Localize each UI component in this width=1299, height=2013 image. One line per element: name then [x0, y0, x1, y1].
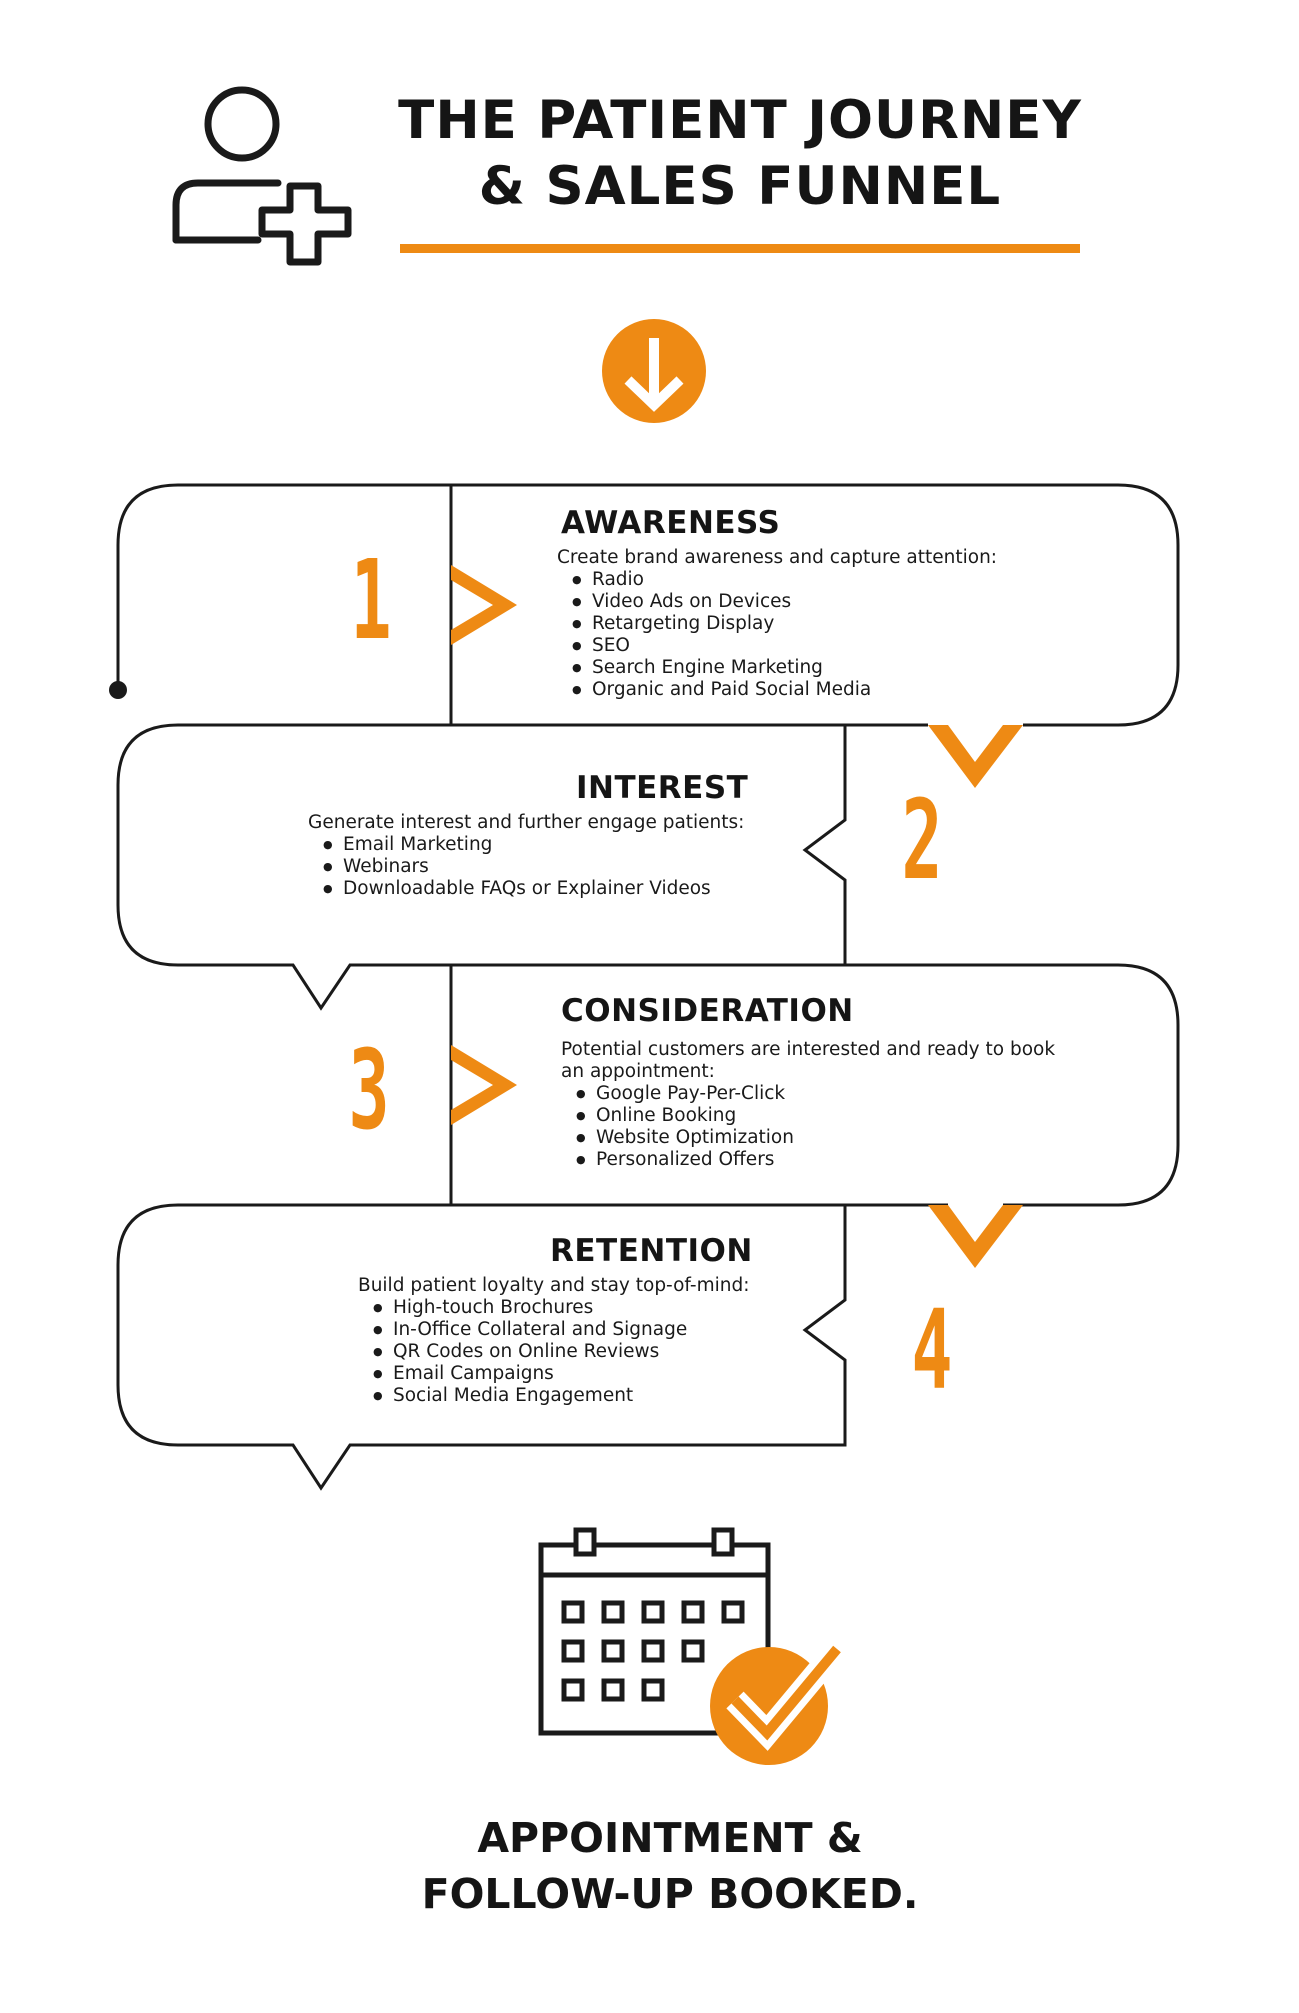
stage-title: AWARENESS — [561, 505, 781, 541]
patient-add-icon — [176, 90, 348, 262]
list-item: ● Social Media Engagement — [373, 1385, 753, 1407]
stage-list — [557, 569, 997, 701]
list-item: ● Personalized Offers — [576, 1149, 1081, 1171]
list-item: ● Downloadable FAQs or Explainer Videos — [323, 878, 748, 900]
footer-line-2: FOLLOW-UP BOOKED. — [421, 1870, 919, 1918]
title-line-2: & SALES FUNNEL — [478, 156, 1002, 217]
list-item: ● Google Pay-Per-Click — [576, 1083, 1081, 1105]
stage-number-3: 3 — [348, 1026, 390, 1154]
stage-awareness — [557, 505, 997, 701]
path-start-dot — [109, 681, 127, 699]
list-item: ● In-Office Collateral and Signage — [373, 1319, 753, 1341]
stage-list — [561, 1083, 1081, 1171]
stage-intro: Potential customers are interested and ready to book an appointment: — [561, 1039, 1056, 1082]
stage-number-4: 4 — [911, 1286, 953, 1414]
title-underline — [400, 244, 1080, 253]
stage-list — [358, 1297, 753, 1407]
list-item: ● High-touch Brochures — [373, 1297, 753, 1319]
chevron-right-icon — [451, 565, 517, 645]
list-item: ● Video Ads on Devices — [572, 591, 997, 613]
list-item: ● Search Engine Marketing — [572, 657, 997, 679]
footer-caption — [340, 1810, 1000, 1922]
stage-list — [308, 834, 748, 900]
down-arrow-icon — [602, 319, 706, 423]
stage-consideration — [561, 993, 1081, 1171]
stage-interest — [308, 770, 748, 900]
chevron-down-icon — [928, 1205, 1023, 1268]
chevron-right-icon — [451, 1045, 517, 1125]
page-title — [390, 88, 1090, 220]
stage-title: INTEREST — [576, 770, 749, 806]
stage-intro: Create brand awareness and capture attention: — [557, 547, 998, 568]
stage-title: RETENTION — [550, 1233, 753, 1269]
list-item: ● Online Booking — [576, 1105, 1081, 1127]
stage-number-1: 1 — [350, 536, 392, 664]
list-item: ● Email Marketing — [323, 834, 748, 856]
stage-intro: Generate interest and further engage patients: — [308, 812, 745, 833]
list-item: ● Email Campaigns — [373, 1363, 753, 1385]
title-line-1: THE PATIENT JOURNEY — [398, 90, 1082, 151]
list-item: ● Radio — [572, 569, 997, 591]
list-item: ● QR Codes on Online Reviews — [373, 1341, 753, 1363]
stage-retention — [358, 1233, 753, 1407]
list-item: ● Webinars — [323, 856, 748, 878]
list-item: ● Organic and Paid Social Media — [572, 679, 997, 701]
list-item: ● Website Optimization — [576, 1127, 1081, 1149]
calendar-check-icon — [541, 1530, 837, 1765]
list-item: ● SEO — [572, 635, 997, 657]
stage-intro: Build patient loyalty and stay top-of-mind: — [358, 1275, 750, 1296]
list-item: ● Retargeting Display — [572, 613, 997, 635]
footer-line-1: APPOINTMENT & — [477, 1814, 863, 1862]
stage-title: CONSIDERATION — [561, 993, 854, 1029]
stage-number-2: 2 — [901, 776, 943, 904]
